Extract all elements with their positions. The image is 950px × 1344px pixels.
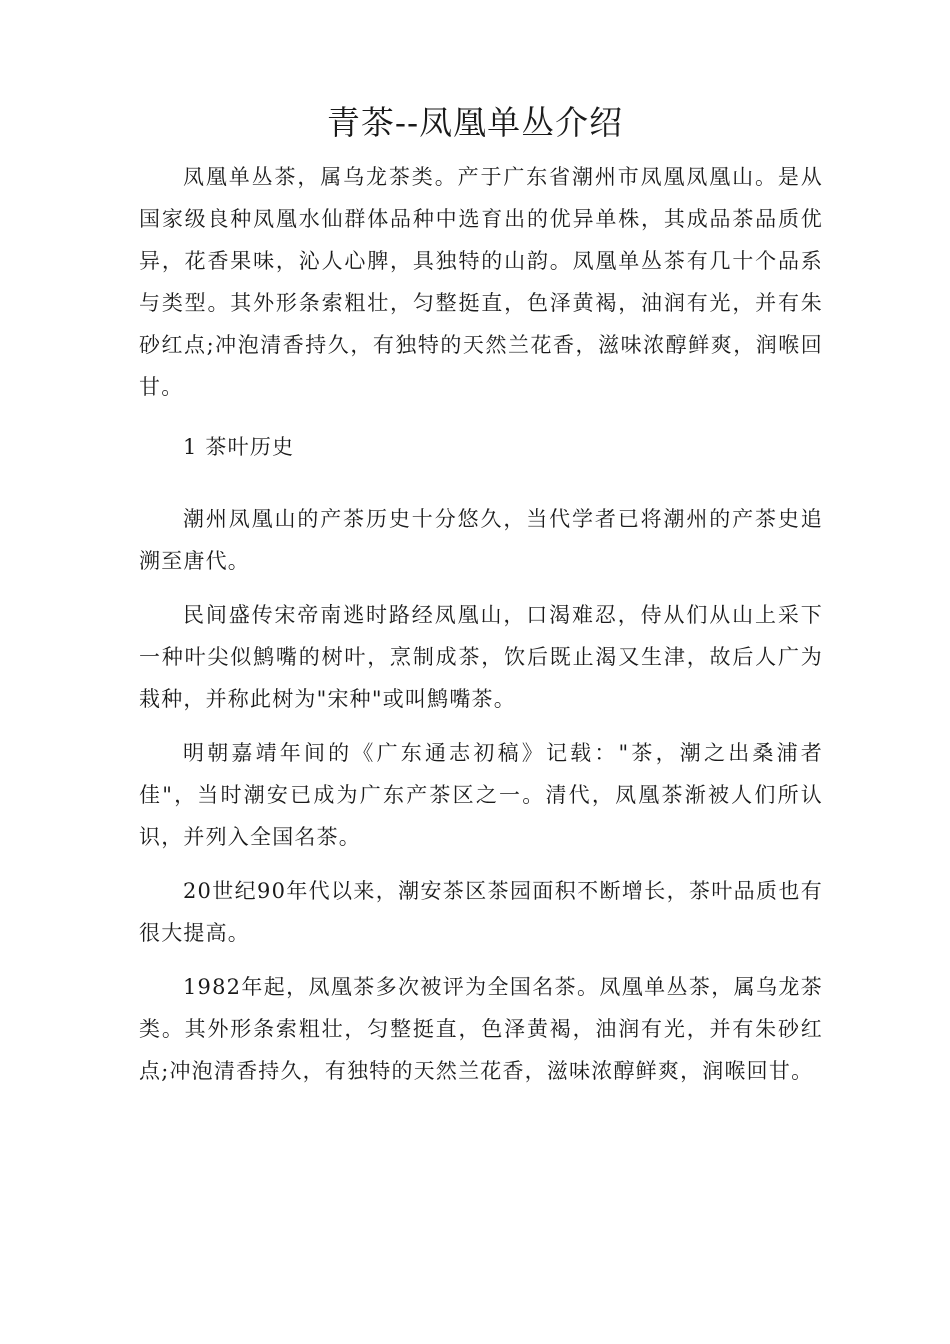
paragraph-history-origin: 潮州凤凰山的产茶历史十分悠久，当代学者已将潮州的产茶史追溯至唐代。	[139, 507, 823, 573]
paragraph-modern-growth: 20世纪90年代以来，潮安茶区茶园面积不断增长，茶叶品质也有很大提高。	[139, 879, 823, 945]
paragraph-ming-record: 明朝嘉靖年间的《广东通志初稿》记载："茶，潮之出桑浦者佳"，当时潮安已成为广东产茶区之一。清代，凤凰茶渐被人们所认识，并列入全国名茶。	[139, 741, 823, 849]
paragraph-song-legend: 民间盛传宋帝南逃时路经凤凰山，口渴难忍，侍从们从山上采下一种叶尖似鹪嘴的树叶，烹制成茶，饮后既止渴又生津，故后人广为栽种，并称此树为"宋种"或叫鹪嘴茶。	[139, 603, 823, 711]
paragraph-intro: 凤凰单丛茶，属乌龙茶类。产于广东省潮州市凤凰凤凰山。是从国家级良种凤凰水仙群体品种中选育出的优异单株，其成品茶品质优异，花香果味，沁人心脾，具独特的山韵。凤凰单丛茶有几十个品系与类型。其外形条索粗壮，匀整挺直，色泽黄褐，油润有光，并有朱砂红点;冲泡清香持久，有独特的天然兰花香，滋味浓醇鲜爽，润喉回甘。	[139, 165, 823, 399]
document-body	[139, 156, 823, 1104]
document-title: 青茶--凤凰单丛介绍	[326, 103, 624, 142]
section-heading-history: 1 茶叶历史	[183, 435, 295, 459]
paragraph-awards: 1982年起，凤凰茶多次被评为全国名茶。凤凰单丛茶，属乌龙茶类。其外形条索粗壮，匀整挺直，色泽黄褐，油润有光，并有朱砂红点;冲泡清香持久，有独特的天然兰花香，滋味浓醇鲜爽，润喉回甘。	[139, 975, 823, 1083]
